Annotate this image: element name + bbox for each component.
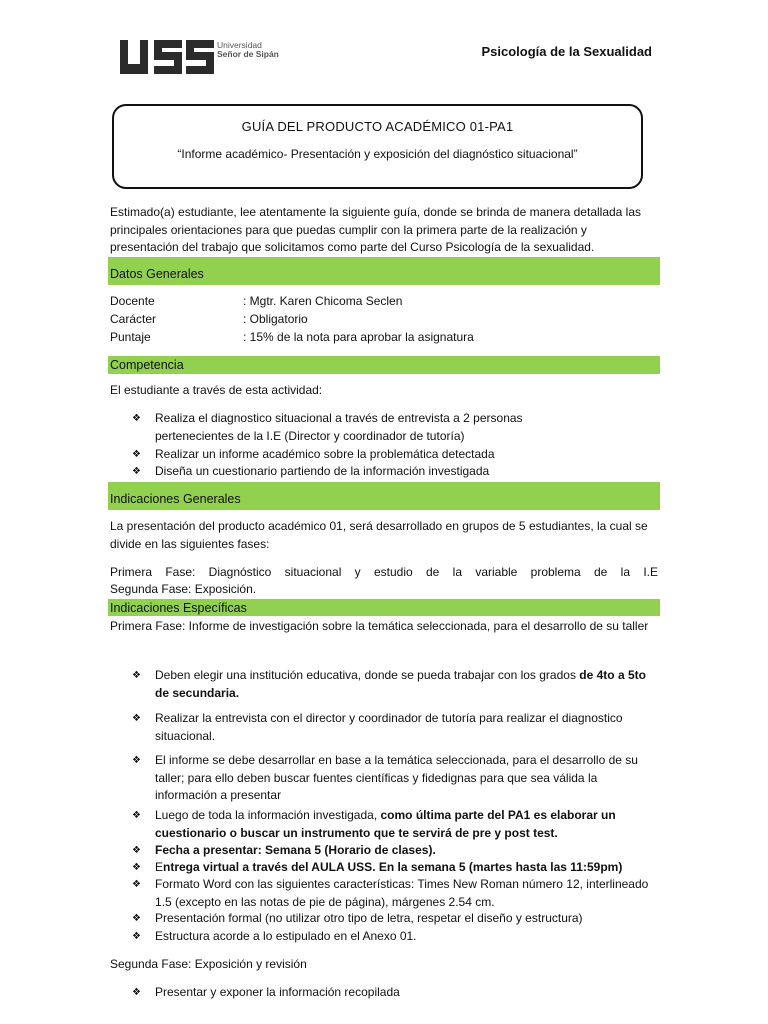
uss-logo [118,38,288,76]
indicaciones-paragraph: La presentación del producto académico 01, será desarrollado en grupos de 5 estudiantes, la cual se divide en las siguientes fases: [110,519,648,551]
especificas-item: Realizar la entrevista con el director y coordinador de tutoría para realizar el diagnostico situacional. [155,711,623,743]
bullet-icon: ❖ [132,810,141,821]
competencia-intro: El estudiante a través de esta actividad: [110,383,323,397]
bullet-icon: ❖ [132,879,141,890]
title-box [112,104,643,189]
segunda-fase: Segunda Fase: Exposición y revisión [110,957,307,971]
bullet-icon: ❖ [132,466,141,477]
section-competencia: Competencia [108,356,660,374]
especificas-item: Presentación formal (no utilizar otro tipo de letra, respetar el diseño y estructura) [155,911,583,925]
bullet-icon: ❖ [132,987,141,998]
especificas-last-item: Presentar y exponer la información recopilada [155,985,400,999]
item-bold-text: de 4to a 5to de secundaria. [155,668,646,700]
bullet-icon: ❖ [132,755,141,766]
competencia-item-line2: pertenecientes de la I.E (Director y coordinador de tutoría) [155,428,465,443]
intro-paragraph: Estimado(a) estudiante, lee atentamente la siguiente guía, donde se brinda de manera detallada las principales orientaciones para que puedas cumplir con la primera parte de la realización y presentación del trabajo que solicitamos como parte del Curso Psicología de la sexualidad. [110,205,642,254]
bullet-icon: ❖ [132,670,141,681]
bullet-icon: ❖ [132,449,141,460]
especificas-item [155,859,660,877]
section-datos-generales: Datos Generales [108,257,660,285]
datos-key: Carácter [110,312,157,326]
datos-key: Puntaje [110,330,151,344]
indicaciones-fase2: Segunda Fase: Exposición. [110,582,257,596]
bullet-icon: ❖ [132,913,141,924]
competencia-item: Diseña un cuestionario partiendo de la información investigada [155,464,490,478]
bullet-icon: ❖ [132,862,141,873]
section-indicaciones-generales: Indicaciones Generales [108,482,660,510]
indicaciones-fase1: Primera Fase: Diagnóstico situacional y estudio de la variable problema de la I.E [110,565,658,579]
logo-sipan-label: Señor de Sipán [217,49,279,59]
competencia-item-line1: Realiza el diagnostico situacional a través de entrevista a 2 personas [155,411,523,425]
bullet-icon: ❖ [132,413,141,424]
item-bold-text: ntrega virtual a través del AULA USS. En la semana 5 (martes hasta las 11:59pm) [163,860,623,874]
especificas-item [155,667,660,702]
especificas-item: El informe se debe desarrollar en base a la temática seleccionada, para el desarrollo de su taller; para ello deben buscar fuentes científicas y fidedignas para que sea válida la información a presentar [155,753,638,802]
course-title: Psicología de la Sexualidad [481,44,652,59]
datos-key: Docente [110,294,155,308]
bullet-icon: ❖ [132,845,141,856]
guide-subtitle: “Informe académico- Presentación y exposición del diagnóstico situacional” [177,147,578,161]
especificas-item [155,842,660,860]
datos-value: : Obligatorio [243,312,308,326]
competencia-item [155,410,660,445]
item-text: E [155,860,164,874]
especificas-paragraph: Primera Fase: Informe de investigación sobre la temática seleccionada, para el desarrollo de su taller [110,619,649,633]
item-bold-text: como última parte del PA1 es elaborar un cuestionario o buscar un instrumento que te servirá de pre y post test. [155,808,616,840]
item-text: Deben elegir una institución educativa, donde se pueda trabajar con los grados [155,668,580,682]
guide-title: GUÍA DEL PRODUCTO ACADÉMICO 01-PA1 [241,119,514,134]
especificas-item: Formato Word con las siguientes características: Times New Roman número 12, interlineado 1.5 (excepto en las notas de pie de página), márgenes 2.54 cm. [155,877,649,909]
bullet-icon: ❖ [132,713,141,724]
item-text: Luego de toda la información investigada, [155,808,381,822]
item-bold-text: Fecha a presentar: Semana 5 (Horario de clases). [155,843,436,857]
datos-value: : 15% de la nota para aprobar la asignatura [243,330,474,344]
especificas-item: Estructura acorde a lo estipulado en el Anexo 01. [155,929,417,943]
competencia-item: Realizar un informe académico sobre la problemática detectada [155,447,495,461]
uss-logo-mark [118,38,216,76]
bullet-icon: ❖ [132,931,141,942]
logo-university-label: Universidad [217,40,262,50]
especificas-item [155,807,660,842]
datos-value: : Mgtr. Karen Chicoma Seclen [243,294,403,308]
section-indicaciones-especificas: Indicaciones Específicas [108,599,660,616]
